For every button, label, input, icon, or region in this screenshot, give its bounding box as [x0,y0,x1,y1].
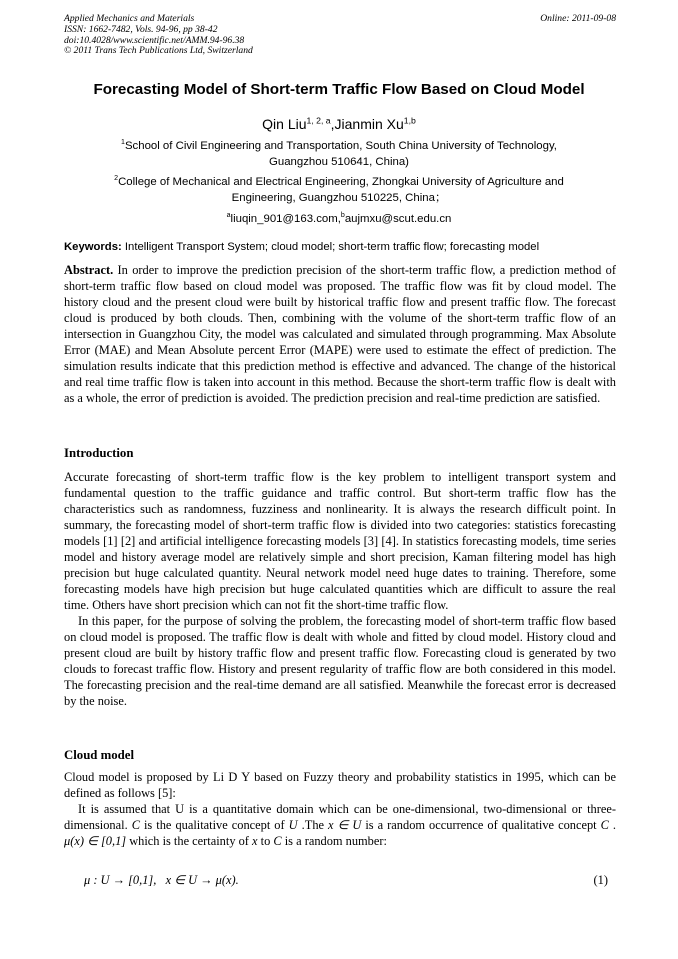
email-b-link[interactable]: aujmxu@scut.edu.cn [344,213,452,225]
cloud-p2-text-g: to [257,834,274,848]
copyright-line: © 2011 Trans Tech Publications Ltd, Switzerland [64,45,253,57]
email-a-link[interactable]: liuqin_901@163.com, [230,213,341,225]
introduction-heading: Introduction [64,446,134,460]
author-2-name: Jianmin Xu [334,116,404,132]
math-U-1: U [288,818,298,832]
equation-number: (1) [593,873,608,887]
abstract-text: In order to improve the prediction precision of the short-term traffic flow, a prediction method of short-term traffic flow based on cloud model was proposed. The traffic flow was fit by cloud model. The history cloud and the present cloud were built by historical traffic flow and present traffic flow. The forecast cloud is produced by both clouds. Then, combining with the volume of the short-term traffic flow of an intersection in Guangzhou City, the model was calculated and simulated through programming. Max Absolute Error (MAE) and Mean Absolute percent Error (MAPE) were used to estimate the effect of prediction. The simulation results indicate that this prediction method is effective and advanced. The change of the historical and real time traffic flow is taken into account in this method. Because the short-term traffic flow is dealt with as a whole, the error of prediction is avoided. The prediction precision and real-time prediction are satisfied. [64,263,616,405]
issn-line: ISSN: 1662-7482, Vols. 94-96, pp 38-42 [64,23,218,35]
affiliation-1 [60,138,618,170]
math-x: x [252,834,258,848]
affiliation-2 [60,174,618,206]
cloud-model-body [64,769,616,849]
author-2-superscript: 1,b [403,115,416,126]
intro-paragraph-2: In this paper, for the purpose of solving the problem, the forecasting model of short-term traffic flow based on cloud model is proposed. The traffic flow is dealt with whole and fitted by cloud model. History cloud and present cloud are built by history traffic flow and present traffic flow. Forecasting cloud is generated by two clouds to forecast traffic flow. History and present regularity of traffic flow are both considered in this model. The forecasting precision and the real-time demand are all satisfied. Meanwhile the forecast error is decreased by the noise. [64,614,616,708]
cloud-p2-text-f: which is the certainty of [126,834,253,848]
author-line [40,115,638,133]
cloud-p2-text-h: is a random number: [281,834,387,848]
math-x-in-U: x ∈ U [328,818,362,832]
keywords-label: Keywords: [64,241,122,253]
cloud-paragraph-2 [64,801,616,849]
equation-rhs: x ∈ U → μ(x). [165,873,239,887]
equation-lhs: μ : U → [0,1], [84,873,157,887]
cloud-model-heading: Cloud model [64,748,135,762]
email-b-superscript: b [340,212,345,220]
cloud-paragraph-1: Cloud model is proposed by Li D Y based on Fuzzy theory and probability statistics in 1995, which can be defined as follows [5]: [64,770,616,800]
affiliation-2-line-2: Engineering, Guangzhou 510225, China； [231,192,447,204]
math-C-2: C [600,818,609,832]
email-a-superscript: a [226,212,231,220]
affiliation-1-superscript: 1 [121,139,125,147]
math-mu-range: μ(x) ∈ [0,1] [64,834,127,848]
abstract-label: Abstract. [64,263,114,277]
author-1-name: Qin Liu [262,116,307,132]
cloud-p2-text-e: . [608,818,617,832]
affiliation-2-superscript: 2 [114,175,119,183]
keywords-text: Intelligent Transport System; cloud model; short-term traffic flow; forecasting model [121,241,540,253]
author-1-superscript: 1, 2, a [306,115,331,126]
cloud-p2-text-a: It is assumed that U is a quantitative domain which can be one-dimensional, two-dimensional or three-dimensional. [64,802,616,832]
math-C-3: C [273,834,282,848]
cloud-p2-text-c: .The [297,818,329,832]
paper-title: Forecasting Model of Short-term Traffic Flow Based on Cloud Model [93,81,585,98]
email-line [40,211,638,227]
equation-1 [84,870,616,890]
journal-name: Applied Mechanics and Materials [64,13,195,24]
journal-header [64,14,616,57]
introduction-body [64,469,616,709]
affiliation-2-line-1: College of Mechanical and Electrical Engineering, Zhongkai University of Agriculture and [118,176,564,188]
affiliation-1-line-2: Guangzhou 510641, China) [269,156,409,168]
math-C-1: C [131,818,140,832]
affiliation-1-line-1: School of Civil Engineering and Transportation, South China University of Technology, [124,140,557,152]
cloud-p2-text-d: is a random occurrence of qualitative concept [361,818,601,832]
cloud-p2-text-b: is the qualitative concept of [139,818,289,832]
keywords-line [64,239,624,255]
doi-line: doi:10.4028/www.scientific.net/AMM.94-96.38 [64,34,245,46]
abstract [64,262,616,406]
intro-paragraph-1: Accurate forecasting of short-term traffic flow is the key problem to intelligent transport system and fundamental question to the traffic guidance and traffic control. But short-term traffic flow has the characteristics such as randomness, fuzziness and nonlinearity. It is always the research difficult point. In summary, the forecasting model of short-term traffic flow is divided into two categories: statistics forecasting models [1] [2] and artificial intelligence forecasting models [3] [4]. In statistics forecasting models, time series model and history average model are relatively simple and short precision, Kaman filtering model has high precision but huge calculated quantity. Neural network model need huge dates to training. Therefore, some forecasting models have high precision but huge calculated quantities which are difficult to assure the real time. Others have short precision which can not fit the short-time traffic flow. [64,470,616,612]
author-separator: , [330,116,335,132]
online-date: Online: 2011-09-08 [540,13,616,24]
